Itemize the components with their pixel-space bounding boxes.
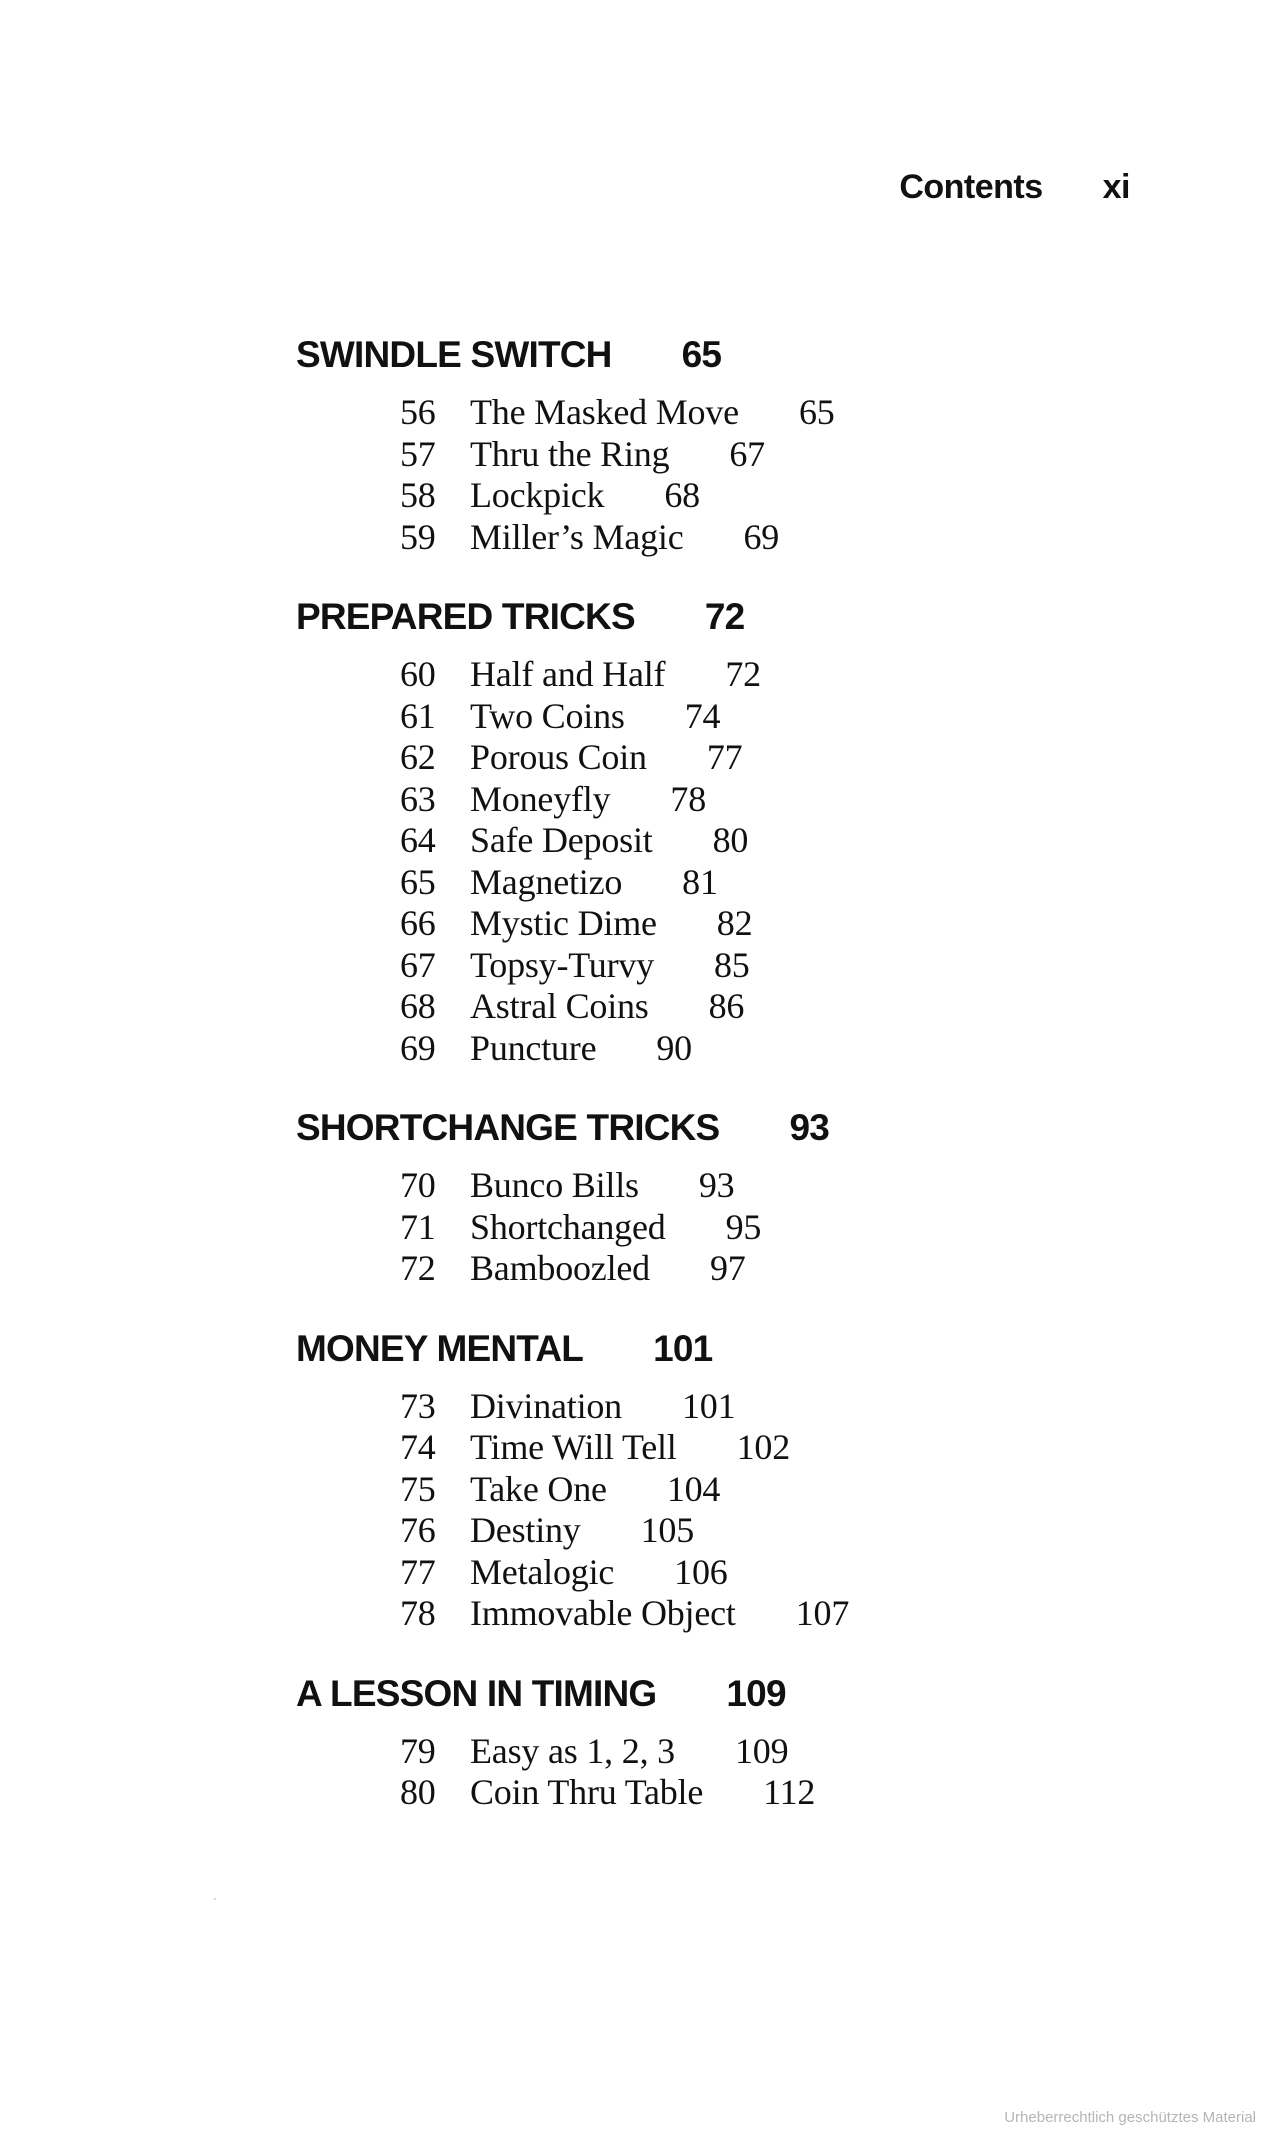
entry-page: 95 <box>725 1206 762 1247</box>
toc-entry <box>400 1469 1096 1511</box>
entry-page: 81 <box>682 861 718 902</box>
entry-title: Lockpick <box>470 475 605 515</box>
entry-page: 90 <box>656 1027 692 1068</box>
toc-entry <box>400 945 1096 987</box>
entry-number: 61 <box>400 695 436 736</box>
entry-title: Half and Half <box>470 654 666 694</box>
section-title: SHORTCHANGE TRICKS <box>296 1107 720 1148</box>
entry-title: Easy as 1, 2, 3 <box>470 1730 675 1771</box>
entry-number: 60 <box>400 654 436 694</box>
toc-entry <box>400 820 1096 862</box>
section-page: 109 <box>726 1672 786 1714</box>
entry-title: Time Will Tell <box>470 1427 677 1467</box>
entry-number: 77 <box>400 1551 436 1592</box>
toc-entry <box>400 1593 1096 1635</box>
entry-list <box>296 1165 1096 1290</box>
copyright-watermark: Urheberrechtlich geschütztes Material <box>1004 2109 1256 2126</box>
entry-page: 78 <box>670 778 706 819</box>
entry-page: 77 <box>706 737 743 777</box>
entry-title: Metalogic <box>470 1551 615 1592</box>
entry-page: 97 <box>709 1248 746 1288</box>
section-page: 101 <box>653 1327 713 1369</box>
entry-list <box>296 1731 1096 1814</box>
toc-entry <box>400 903 1096 945</box>
entry-title: Astral Coins <box>470 986 649 1026</box>
entry-number: 75 <box>400 1468 436 1509</box>
entry-title: Porous Coin <box>470 737 647 777</box>
section-heading <box>296 1107 1096 1149</box>
running-head-title: Contents <box>899 168 1043 206</box>
toc-entry <box>400 779 1096 821</box>
section-title: MONEY MENTAL <box>296 1327 584 1369</box>
entry-title: Miller’s Magic <box>470 516 684 557</box>
entry-title: Mystic Dime <box>470 903 657 943</box>
entry-title: Divination <box>470 1385 622 1426</box>
entry-page: 109 <box>734 1730 789 1771</box>
page-number: xi <box>1102 168 1130 206</box>
entry-page: 65 <box>798 392 835 432</box>
table-of-contents <box>296 334 1096 1852</box>
section-page: 93 <box>789 1107 830 1148</box>
section-page: 72 <box>704 596 745 637</box>
toc-entry <box>400 1028 1096 1070</box>
entry-title: Puncture <box>470 1027 597 1068</box>
entry-number: 74 <box>400 1427 436 1467</box>
entry-number: 71 <box>400 1206 436 1247</box>
section-heading <box>296 1328 1096 1370</box>
toc-entry <box>400 517 1096 559</box>
toc-entry <box>400 392 1096 434</box>
entry-page: 80 <box>712 820 749 860</box>
entry-number: 69 <box>400 1027 436 1068</box>
entry-number: 62 <box>400 737 436 777</box>
entry-number: 68 <box>400 986 436 1026</box>
entry-title: Magnetizo <box>470 861 623 902</box>
entry-title: Moneyfly <box>470 778 611 819</box>
entry-title: Bunco Bills <box>470 1165 639 1205</box>
toc-section <box>296 596 1096 1069</box>
toc-entry <box>400 1248 1096 1290</box>
entry-title: Shortchanged <box>470 1206 666 1247</box>
entry-number: 78 <box>400 1593 436 1633</box>
entry-number: 64 <box>400 820 436 860</box>
entry-page: 112 <box>763 1772 816 1812</box>
running-head <box>899 168 1130 207</box>
section-title: SWINDLE SWITCH <box>296 334 612 375</box>
entry-title: Take One <box>470 1468 607 1509</box>
entry-number: 70 <box>400 1165 436 1205</box>
toc-entry <box>400 1552 1096 1594</box>
section-heading <box>296 596 1096 638</box>
entry-number: 72 <box>400 1248 436 1288</box>
section-title: A LESSON IN TIMING <box>296 1672 657 1714</box>
toc-entry <box>400 654 1096 696</box>
toc-entry <box>400 737 1096 779</box>
section-heading <box>296 334 1096 376</box>
entry-number: 80 <box>400 1772 436 1812</box>
entry-title: Coin Thru Table <box>470 1772 704 1812</box>
entry-number: 59 <box>400 516 436 557</box>
entry-page: 82 <box>716 903 753 943</box>
entry-page: 85 <box>714 944 750 985</box>
entry-page: 105 <box>640 1510 694 1550</box>
toc-section <box>296 1673 1096 1814</box>
entry-page: 86 <box>708 986 745 1026</box>
toc-entry <box>400 1731 1096 1773</box>
entry-page: 68 <box>664 475 700 515</box>
entry-number: 58 <box>400 475 436 515</box>
entry-title: Safe Deposit <box>470 820 653 860</box>
entry-page: 101 <box>682 1385 736 1426</box>
section-heading <box>296 1673 1096 1715</box>
entry-page: 93 <box>698 1165 735 1205</box>
toc-section <box>296 1328 1096 1635</box>
entry-list <box>296 392 1096 558</box>
toc-entry <box>400 1207 1096 1249</box>
entry-number: 63 <box>400 778 436 819</box>
entry-page: 72 <box>725 654 761 694</box>
toc-section <box>296 1107 1096 1290</box>
toc-entry <box>400 475 1096 517</box>
entry-number: 65 <box>400 861 436 902</box>
entry-page: 104 <box>666 1468 721 1509</box>
entry-page: 106 <box>674 1551 728 1592</box>
toc-entry <box>400 1510 1096 1552</box>
entry-title: Topsy-Turvy <box>470 944 654 985</box>
toc-section <box>296 334 1096 558</box>
entry-number: 67 <box>400 944 436 985</box>
toc-entry <box>400 1772 1096 1814</box>
entry-number: 57 <box>400 433 436 474</box>
entry-page: 67 <box>729 433 765 474</box>
toc-entry <box>400 1165 1096 1207</box>
entry-number: 66 <box>400 903 436 943</box>
toc-entry <box>400 1427 1096 1469</box>
entry-list <box>296 1386 1096 1635</box>
entry-number: 73 <box>400 1385 436 1426</box>
entry-title: Immovable Object <box>470 1593 736 1633</box>
scan-speck <box>214 1898 216 1900</box>
entry-page: 102 <box>736 1427 791 1467</box>
entry-title: The Masked Move <box>470 392 739 432</box>
section-page: 65 <box>681 334 722 375</box>
entry-page: 107 <box>795 1593 850 1633</box>
entry-number: 79 <box>400 1730 436 1771</box>
entry-title: Bamboozled <box>470 1248 650 1288</box>
entry-number: 56 <box>400 392 436 432</box>
entry-page: 74 <box>684 695 721 736</box>
toc-entry <box>400 986 1096 1028</box>
entry-list <box>296 654 1096 1069</box>
entry-title: Destiny <box>470 1510 581 1550</box>
section-title: PREPARED TRICKS <box>296 596 635 637</box>
toc-entry <box>400 434 1096 476</box>
toc-entry <box>400 696 1096 738</box>
entry-page: 69 <box>743 516 780 557</box>
entry-title: Thru the Ring <box>470 433 670 474</box>
entry-number: 76 <box>400 1510 436 1550</box>
toc-entry <box>400 1386 1096 1428</box>
entry-title: Two Coins <box>470 695 625 736</box>
toc-entry <box>400 862 1096 904</box>
